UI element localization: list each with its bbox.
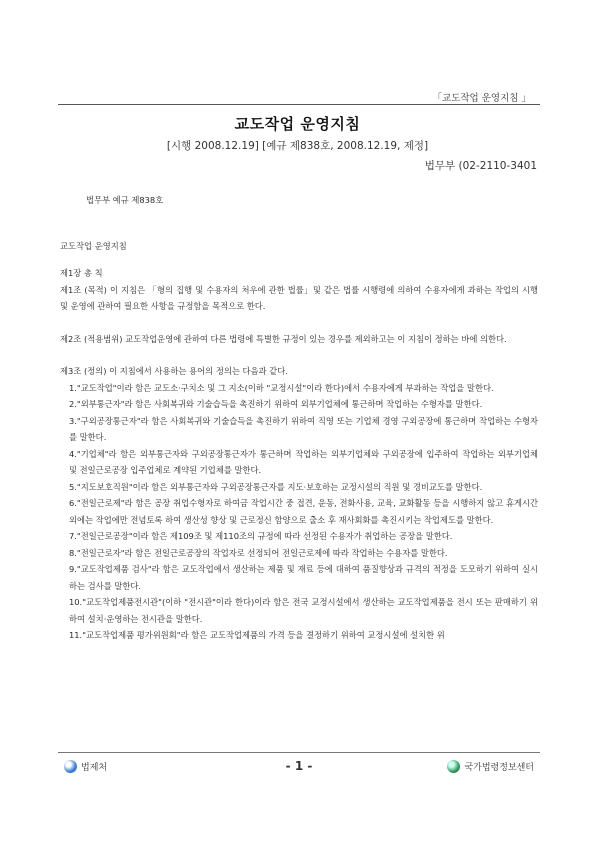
- document-title: 교도작업 운영지침: [234, 115, 361, 133]
- enforcement-info: [시행 2008.12.19] [예규 제838호, 2008.12.19, 제정]: [166, 140, 429, 152]
- footer-center-label: 국가법령정보센터: [464, 763, 534, 773]
- document-body: [60, 265, 538, 644]
- body-paragraph: 8."전일근로자"라 함은 전일근로공장의 작업자로 선정되어 전일근로제에 따라 작업하는 수용자를 말한다.: [69, 547, 448, 558]
- body-paragraph: 7."전일근로공장"이라 함은 제109조 및 제110조의 규정에 따라 선정된 수용자가 취업하는 공장을 말한다.: [69, 531, 453, 541]
- body-paragraph: 5."지도보호직원"이라 함은 외부통근자와 구외공장통근자를 지도·보호하는 교정시설의 직원 및 경비교도를 말한다.: [69, 481, 483, 492]
- page-number: - 1 -: [285, 759, 313, 773]
- body-paragraph: 제1장 총 칙: [60, 268, 103, 278]
- body-paragraph: 11."교도작업제품 평가위원회"라 함은 교도작업제품의 가격 등을 결정하기 위하여 교정시설에 설치한 위: [69, 630, 445, 640]
- running-header: 「교도작업 운영지침 」: [432, 93, 531, 104]
- footer-divider: [58, 752, 540, 753]
- paragraph-spacer: [60, 347, 538, 363]
- notice-number: 법무부 예규 제838호: [86, 195, 164, 205]
- body-paragraph: 2."외부통근자"라 함은 사회복귀와 기술습득을 촉진하기 위하여 외부기업체에 통근하며 작업하는 수형자를 말한다.: [69, 399, 483, 409]
- footer-agency-label: 법제처: [81, 763, 108, 773]
- ministry-contact: 법무부 (02-2110-3401: [424, 160, 537, 172]
- document-subtitle: 교도작업 운영지침: [60, 241, 127, 251]
- body-paragraph: 제2조 (적용범위) 교도작업운영에 관하여 다른 법령에 특별한 규정이 있는 경우를 제외하고는 이 지침이 정하는 바에 의한다.: [60, 333, 507, 344]
- body-paragraph: 1."교도작업"이라 함은 교도소·구치소 및 그 지소(이하 "교정시설"이라 한다)에서 수용자에게 부과하는 작업을 말한다.: [69, 382, 494, 393]
- body-paragraph: 9."교도작업제품 검사"라 함은 교도작업에서 생산하는 제품 및 재료 등에 대하여 품질향상과 규격의 적정을 도모하기 위하여 실시하는 검사를 말한다.: [69, 564, 538, 591]
- body-paragraph: 10."교도작업제품전시관"(이하 "전시관"이라 한다)이라 함은 전국 교정시설에서 생산하는 교도작업제품을 전시 또는 판매하기 위하여 설치·운영하는 전시관을 말한다.: [69, 597, 538, 624]
- body-paragraph: 제1조 (목적) 이 지침은 「형의 집행 및 수용자의 처우에 관한 법률」및 같은 법률 시행령에 의하여 수용자에게 과하는 작업의 시행 및 운영에 관하여 필요한 사항을 규정함을 목적으로 한다.: [60, 284, 538, 311]
- body-paragraph: 6."전일근로제"라 함은 공장 취업수형자로 하여금 작업시간 중 접견, 운동, 전화사용, 교육, 교화활동 등을 시행하지 않고 휴게시간 외에는 작업에만 전념토록 하여 생산성 향상 및 근로정신 함양으로 출소 후 재사회화를 촉진시키는 작업제도를 말한다.: [69, 498, 538, 525]
- body-paragraph: 제3조 (정의) 이 지침에서 사용하는 용어의 정의는 다음과 같다.: [60, 366, 288, 376]
- page-footer: [58, 760, 540, 776]
- body-paragraph: 4."기업체"라 함은 외부통근자와 구외공장통근자가 통근하며 작업하는 외부기업체와 구외공장에 입주하여 작업하는 외부기업체 및 전일근로공장 입주업체로 계약된 기업체를 말한다.: [69, 448, 538, 475]
- paragraph-spacer: [60, 315, 538, 331]
- body-paragraph: 3."구외공장통근자"라 함은 사회복귀와 기술습득을 촉진하기 위하여 직영 또는 기업체 경영 구외공장에 통근하며 작업하는 수형자를 말한다.: [69, 415, 538, 442]
- law-center-logo-icon: [447, 760, 460, 773]
- footer-right: [447, 760, 534, 773]
- header-divider: [58, 104, 540, 105]
